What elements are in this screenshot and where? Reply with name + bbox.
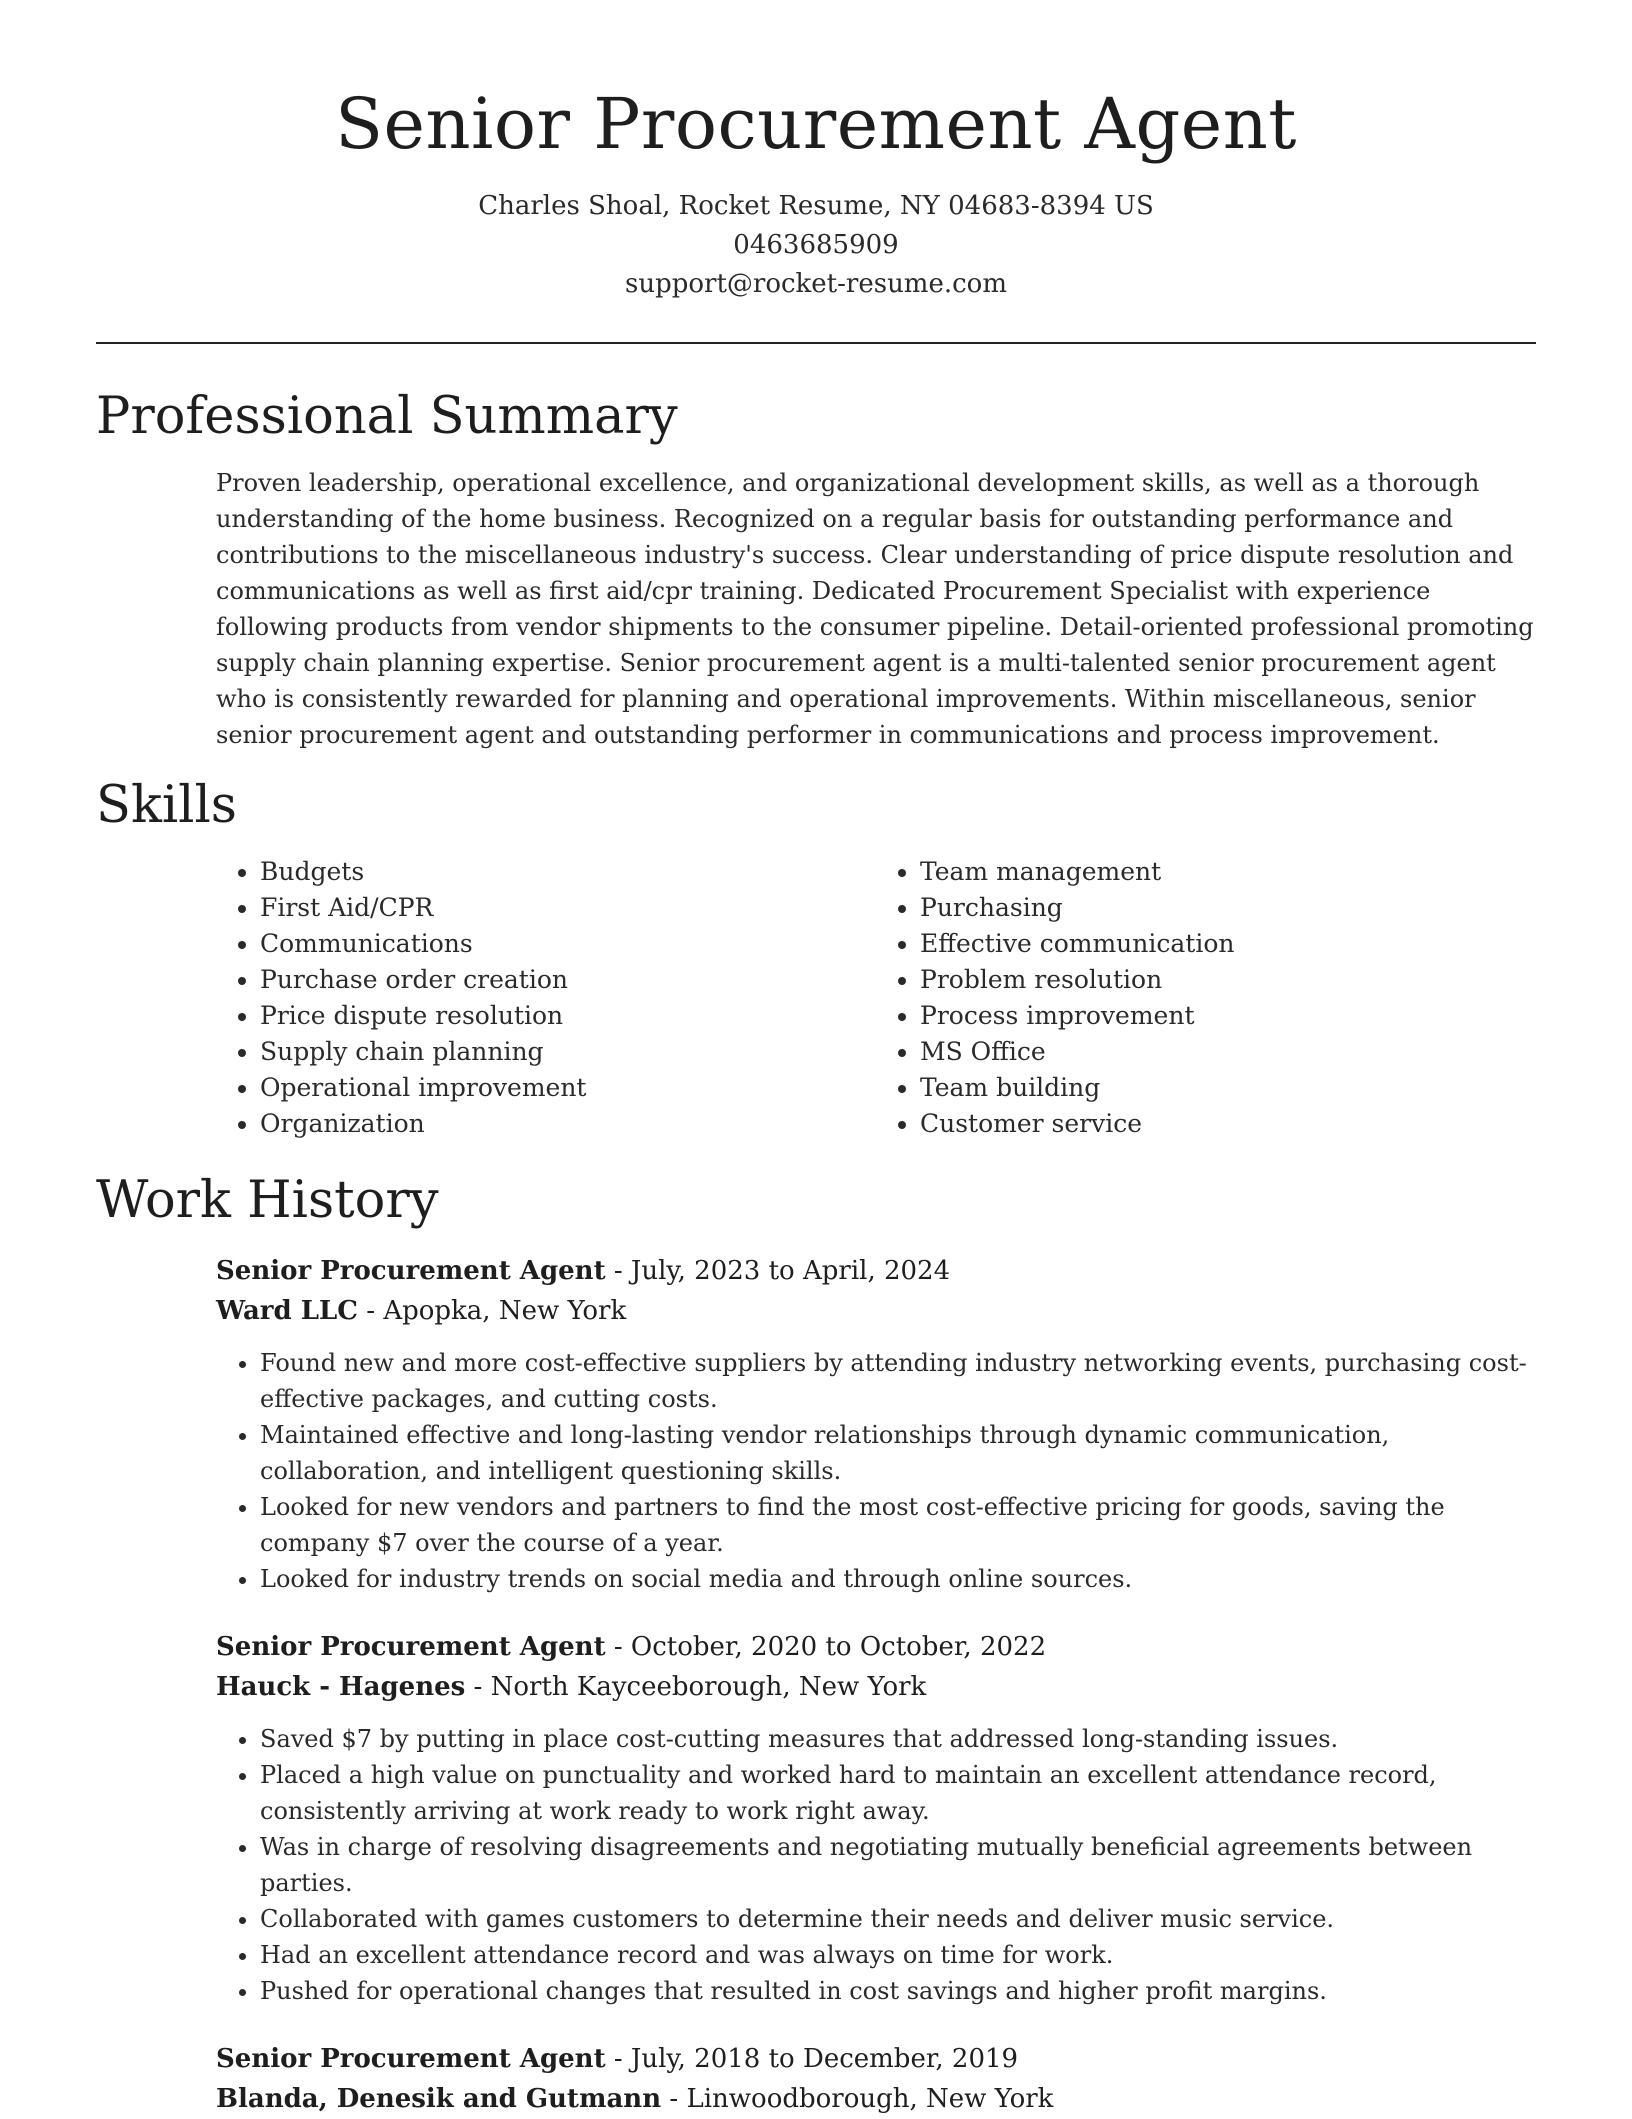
job-company: Ward LLC bbox=[216, 1296, 358, 1327]
skill-item: • Communications bbox=[260, 926, 876, 962]
job-bullet: • Was in charge of resolving disagreements and negotiating mutually beneficial agreements between parties. bbox=[260, 1829, 1536, 1901]
summary-section bbox=[96, 386, 1536, 753]
skills-section bbox=[96, 775, 1536, 1142]
skill-item: • First Aid/CPR bbox=[260, 890, 876, 926]
resume-header bbox=[96, 0, 1536, 304]
job-dates: October, 2020 to October, 2022 bbox=[630, 1632, 1047, 1663]
job-bullet: • Looked for new vendors and partners to find the most cost-effective pricing for goods, saving the company $7 over the course of a year. bbox=[260, 1489, 1536, 1561]
skill-item: • Purchasing bbox=[920, 890, 1536, 926]
job-dates: July, 2023 to April, 2024 bbox=[630, 1256, 951, 1287]
job-dates: July, 2018 to December, 2019 bbox=[630, 2044, 1019, 2075]
job-company-line: Ward LLC - Apopka, New York bbox=[216, 1296, 627, 1327]
skill-item: • Effective communication bbox=[920, 926, 1536, 962]
header-divider bbox=[96, 342, 1536, 344]
job-bullet: • Maintained effective and long-lasting vendor relationships through dynamic communication, collaboration, and intelligent questioning skills. bbox=[260, 1417, 1536, 1489]
job-entry bbox=[216, 1627, 1536, 2009]
skill-item: • Customer service bbox=[920, 1106, 1536, 1142]
skill-item: • Purchase order creation bbox=[260, 962, 876, 998]
job-location: Linwoodborough, New York bbox=[686, 2084, 1054, 2115]
job-bullets bbox=[216, 1345, 1536, 1597]
job-title: Senior Procurement Agent bbox=[216, 1256, 606, 1287]
skills-list-left bbox=[216, 854, 876, 1142]
skill-item: • Supply chain planning bbox=[260, 1034, 876, 1070]
job-entry bbox=[216, 2039, 1536, 2119]
contact-address: Charles Shoal, Rocket Resume, NY 04683-8394 US bbox=[478, 190, 1154, 221]
job-bullet: • Pushed for operational changes that resulted in cost savings and higher profit margins. bbox=[260, 1973, 1536, 2009]
job-title-line: Senior Procurement Agent - October, 2020 to October, 2022 bbox=[216, 1632, 1047, 1663]
job-title-line: Senior Procurement Agent - July, 2023 to April, 2024 bbox=[216, 1256, 951, 1287]
job-title: Senior Procurement Agent bbox=[216, 2044, 606, 2075]
job-company: Blanda, Denesik and Gutmann bbox=[216, 2084, 662, 2115]
job-bullet: • Collaborated with games customers to determine their needs and deliver music service. bbox=[260, 1901, 1536, 1937]
skill-item: • Budgets bbox=[260, 854, 876, 890]
job-company-line: Hauck - Hagenes - North Kayceeborough, New York bbox=[216, 1672, 927, 1703]
skills-heading: Skills bbox=[96, 775, 237, 835]
job-bullet: • Placed a high value on punctuality and worked hard to maintain an excellent attendance record, consistently arriving at work ready to work right away. bbox=[260, 1757, 1536, 1829]
contact-phone: 0463685909 bbox=[733, 229, 899, 260]
skill-item: • Price dispute resolution bbox=[260, 998, 876, 1034]
job-bullet: • Found new and more cost-effective suppliers by attending industry networking events, purchasing cost-effective packages, and cutting costs. bbox=[260, 1345, 1536, 1417]
job-bullet: • Looked for industry trends on social media and through online sources. bbox=[260, 1561, 1536, 1597]
summary-heading: Professional Summary bbox=[96, 386, 678, 446]
work-history-heading: Work History bbox=[96, 1170, 439, 1230]
skill-item: • MS Office bbox=[920, 1034, 1536, 1070]
skill-item: • Team management bbox=[920, 854, 1536, 890]
skill-item: • Organization bbox=[260, 1106, 876, 1142]
resume-title: Senior Procurement Agent bbox=[335, 83, 1297, 165]
job-company: Hauck - Hagenes bbox=[216, 1672, 466, 1703]
work-history-section bbox=[96, 1170, 1536, 2119]
job-title-line: Senior Procurement Agent - July, 2018 to December, 2019 bbox=[216, 2044, 1019, 2075]
job-bullet: • Saved $7 by putting in place cost-cutting measures that addressed long-standing issues. bbox=[260, 1721, 1536, 1757]
skill-item: • Process improvement bbox=[920, 998, 1536, 1034]
summary-text: Proven leadership, operational excellence, and organizational development skills, as well as a thorough understanding of the home business. Recognized on a regular basis for outstanding performance and contributions to the miscellaneous industry's success. Clear understanding of price dispute resolution and communications as well as first aid/cpr training. Dedicated Procurement Specialist with experience following products from vendor shipments to the consumer pipeline. Detail-oriented professional promoting supply chain planning expertise. Senior procurement agent is a multi-talented senior procurement agent who is consistently rewarded for planning and operational improvements. Within miscellaneous, senior senior procurement agent and outstanding performer in communications and process improvement. bbox=[216, 468, 1534, 749]
skills-list-right bbox=[876, 854, 1536, 1142]
contact-email: support@rocket-resume.com bbox=[624, 268, 1007, 299]
job-bullet: • Had an excellent attendance record and was always on time for work. bbox=[260, 1937, 1536, 1973]
skills-columns bbox=[216, 854, 1536, 1142]
job-entry bbox=[216, 1251, 1536, 1597]
skill-item: • Operational improvement bbox=[260, 1070, 876, 1106]
job-title: Senior Procurement Agent bbox=[216, 1632, 606, 1663]
skill-item: • Problem resolution bbox=[920, 962, 1536, 998]
skill-item: • Team building bbox=[920, 1070, 1536, 1106]
job-location: North Kayceeborough, New York bbox=[490, 1672, 927, 1703]
job-bullets bbox=[216, 1721, 1536, 2009]
job-company-line: Blanda, Denesik and Gutmann - Linwoodborough, New York bbox=[216, 2084, 1054, 2115]
job-location: Apopka, New York bbox=[383, 1296, 627, 1327]
